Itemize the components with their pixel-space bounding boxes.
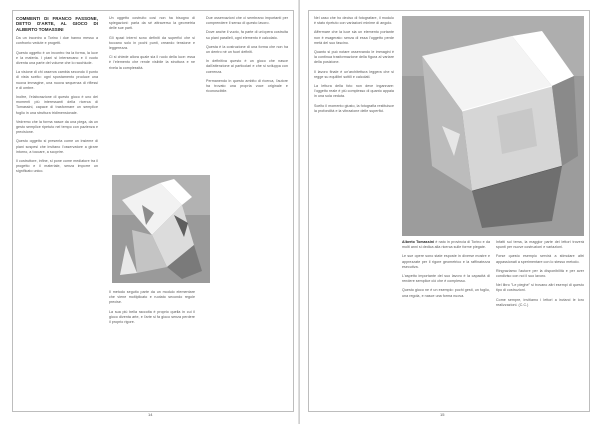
author-name: Alberto Tomassini — [402, 240, 435, 244]
right-column-1 — [314, 16, 394, 401]
left-column-3 — [206, 16, 288, 401]
right-column-3 — [496, 240, 584, 402]
page-number-left: 14 — [148, 412, 153, 417]
paragraph: Gli spazi interni sono definiti da superfici che si toccano solo in pochi punti, creando tensione e leggerezza. — [109, 35, 195, 51]
paragraph: Nel caso che ho deciso di fotografare, il modulo è stato ripetuto con variazioni minime di angolo. — [314, 16, 394, 26]
right-page — [300, 0, 600, 424]
paragraph: Inoltre, l'elaborazione di questo gioco è uno dei momenti più interessanti della ricerca di Tomassini, capace di trasformare un semplice foglio in una struttura tridimensionale. — [16, 95, 98, 115]
paragraph: Nel libro "Le pieghe" si trovano altri esempi di questo tipo di costruzioni. — [496, 283, 584, 293]
author-bio-first: è nato in provincia di Torino e da molti anni si dedica alla ricerca sulle forme piegate. — [402, 240, 490, 250]
paragraph: Ci si chiede allora quale sia il ruolo della luce: essa è l'elemento che rende visibile la struttura e ne rivela la complessità. — [109, 55, 195, 70]
origami-photo-left — [112, 175, 210, 283]
right-column-2-text — [402, 240, 490, 299]
origami-sculpture-image — [112, 175, 210, 283]
paragraph: Questa è la costruzione di una forma che non ha un dentro né un fuori definiti. — [206, 44, 288, 55]
left-column-1-text — [16, 36, 98, 174]
paragraph: Il lavoro finale è un'architettura leggera che si regge su equilibri sottili e calcolati. — [314, 69, 394, 79]
left-column-3-text — [206, 16, 288, 94]
right-column-1-text — [314, 16, 394, 114]
paragraph: Permanendo in questo ambito di ricerca, l'autore ha trovato una propria voce originale e riconoscibile. — [206, 78, 288, 94]
paragraph: Affermare che la luce sia un elemento portante non è esagerato: senza di essa l'oggetto perde metà del suo fascino. — [314, 30, 394, 45]
right-column-3-text — [496, 240, 584, 308]
paragraph: Scelto il momento giusto, la fotografia restituisce la profondità e la vibrazione delle superfici. — [314, 103, 394, 113]
paragraph: Questo oggetto si presenta come un insieme di piani sospesi che invitano l'osservatore a girare intorno, a toccare, a scoprire. — [16, 139, 98, 154]
paragraph: La visione di chi osserva cambia secondo il punto di vista scelto: ogni spostamento produce una nuova immagine, una nuova sequenza di riflessi e di ombre. — [16, 70, 98, 90]
paragraph: Come sempre, invitiamo i lettori a inviarci le loro realizzazioni. (C.C.) — [496, 297, 584, 307]
paragraph: Infatti sul tema, la maggior parte dei lettori troverà spunti per nuove costruzioni e variazioni. — [496, 240, 584, 250]
paragraph: Vedremo che la forma nasce da una piega, da un gesto semplice ripetuto nel tempo con pazienza e precisione. — [16, 119, 98, 135]
article-heading: COMMENTI DI FRANCO FASSONE, DETTO D'ARTE, AL GIOCO DI ALBERTO TOMASSINI — [16, 16, 98, 32]
paragraph: Forse questo esempio servirà a stimolare altri appassionati a sperimentare con lo stesso metodo. — [496, 254, 584, 264]
left-column-2-top — [109, 16, 195, 176]
paragraph: Il costruttore, infine, si pone come mediatore tra il progetto e il materiale, senza imporre un significato unico. — [16, 159, 98, 174]
paragraph: Due osservazioni che ci sembrano importanti per comprendere il senso di questo lavoro. — [206, 16, 288, 26]
paragraph: La sua più bella raccolta è proprio quella in cui il gioco diventa arte, e l'arte si fa gioco senza perdere il proprio rigore. — [109, 309, 195, 325]
paragraph: Ringraziamo l'autore per la disponibilità e per aver condiviso con noi il suo lavoro. — [496, 268, 584, 279]
paragraph: Il metodo seguito parte da un modulo elementare che viene moltiplicato e ruotato secondo regole precise. — [109, 290, 195, 305]
page-number-right: 15 — [440, 412, 445, 417]
paragraph: Quanto si può notare osservando le immagini è la continua trasformazione della figura al variare della posizione. — [314, 50, 394, 65]
left-column-2-text — [109, 16, 195, 71]
origami-photo-right — [402, 16, 584, 236]
paragraph: Da un incontro a Torino i due hanno messo a confronto vedute e progetti. — [16, 36, 98, 46]
left-column-1 — [16, 16, 98, 401]
paragraph: Un oggetto costruito così non ha bisogno di spiegazioni: parla da sé attraverso la geometria delle sue parti. — [109, 16, 195, 31]
paragraph: Le sue opere sono state esposte in diverse mostre e apprezzate per il rigore geometrico e la raffinatezza esecutiva. — [402, 254, 490, 269]
left-column-2-bottom — [109, 290, 195, 400]
left-column-2-bottom-text — [109, 290, 195, 325]
paragraph: In definitiva questo è un gioco che nasce dall'attenzione ai particolari e che si sviluppa con coerenza. — [206, 59, 288, 74]
origami-structure-image — [402, 16, 584, 236]
right-column-2 — [402, 240, 490, 402]
paragraph: La lettura della foto non deve ingannare: l'oggetto reale è più complesso di quanto appaia in una sola veduta. — [314, 84, 394, 99]
paragraph: Questo gioco ne è un esempio: pochi gesti, un foglio, una regola, e nasce una forma nuova. — [402, 288, 490, 298]
paragraph: L'aspetto importante del suo lavoro è la capacità di rendere semplice ciò che è complesso. — [402, 274, 490, 284]
paragraph: Questo oggetto è un incontro tra la forma, la luce e la materia. I piani si intersecano e il vuoto diventa una parte del volume che lo racchiude. — [16, 50, 98, 66]
paragraph: Dove anche il vuoto, fa parte di un'opera costruita su piani paralleli, ogni elemento è calcolato. — [206, 30, 288, 40]
